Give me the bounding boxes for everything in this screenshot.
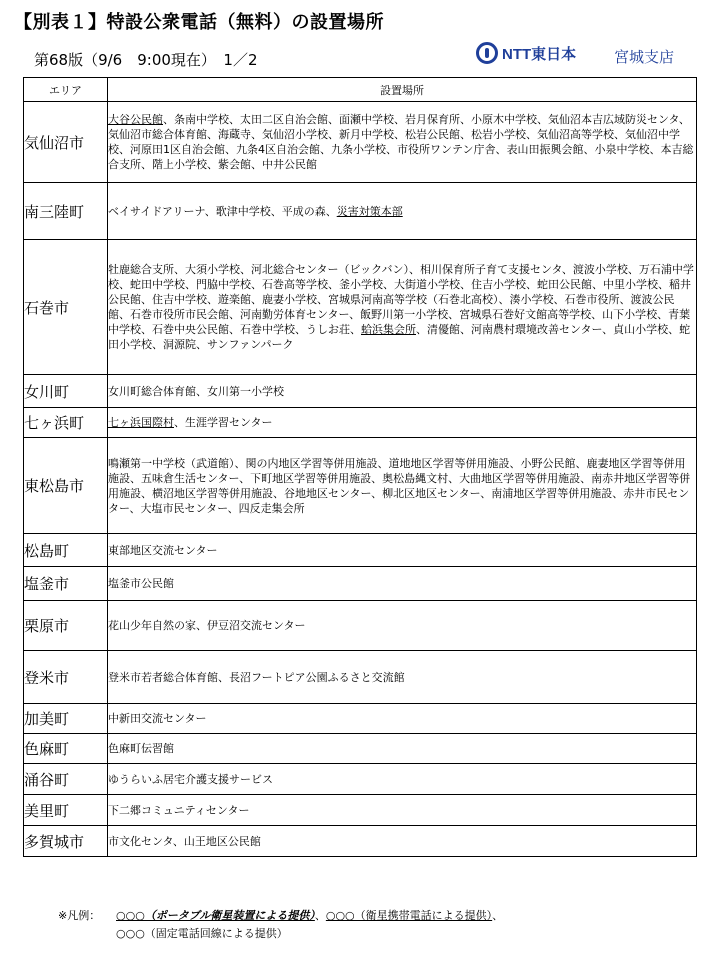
table-row (24, 438, 697, 534)
installation-locations (108, 764, 697, 795)
table-row (24, 534, 697, 567)
location-text: 女川町総合体育館、女川第一小学校 (108, 384, 284, 398)
table-row (24, 601, 697, 651)
location-text: 登米市若者総合体育館、長沼フートピア公園ふるさと交流館 (108, 670, 405, 684)
area-name: 東松島市 (24, 438, 108, 534)
area-name: 七ヶ浜町 (24, 408, 108, 438)
legend-separator: 、 (492, 909, 504, 922)
installation-locations (108, 826, 697, 857)
area-name: 女川町 (24, 375, 108, 408)
area-name: 石巻市 (24, 240, 108, 375)
legend-separator: 、 (314, 909, 326, 922)
table-row (24, 567, 697, 601)
ntt-logo-icon (476, 42, 498, 64)
area-name: 気仙沼市 (24, 102, 108, 183)
installation-locations (108, 601, 697, 651)
table-row (24, 408, 697, 438)
location-link-text: 災害対策本部 (336, 204, 403, 218)
table-row (24, 240, 697, 375)
legend-label: ※凡例： (58, 909, 101, 922)
table-body (24, 102, 697, 857)
location-text: 色麻町伝習館 (108, 742, 174, 755)
ntt-logo (476, 42, 576, 64)
legend-portable-satellite: ○○○（ポータブル衛星装置による提供） (116, 909, 315, 922)
location-text: ゆうらいふ居宅介護支援サービス (108, 772, 273, 786)
legend-satellite-phone: ○○○（衛星携帯電話による提供） (325, 909, 493, 922)
table-row (24, 795, 697, 826)
location-text: 東部地区交流センター (108, 543, 218, 557)
location-text: 市文化センタ、山王地区公民館 (108, 834, 261, 848)
table-row (24, 734, 697, 764)
column-header-location: 設置場所 (108, 78, 697, 102)
table-row (24, 102, 697, 183)
area-name: 加美町 (24, 704, 108, 734)
area-name: 登米市 (24, 651, 108, 704)
area-name: 美里町 (24, 795, 108, 826)
legend (58, 907, 503, 943)
logo-text: NTT東日本 (502, 45, 577, 63)
area-name: 色麻町 (24, 734, 108, 764)
location-text: 、条南中学校、太田二区自治会館、面瀬中学校、岩月保育所、小原木中学校、気仙沼本吉広域防災センタ、気仙沼市総合体育館、海蔵寺、気仙沼小学校、新月中学校、松岩公民館、松岩小学校、気仙沼高等学校、気仙沼中学校、河原田1区自治会館、九条4区自治会館、九条小学校、市役所ワンテン庁舎、表山田振興会館、小泉中学校、本吉総合支所、階上小学校、紫会館、中井公民館 (108, 113, 694, 171)
area-name: 塩釜市 (24, 567, 108, 601)
location-text: 下二郷コミュニティセンター (108, 803, 250, 817)
table-row (24, 704, 697, 734)
installation-locations (108, 183, 697, 240)
installation-locations (108, 375, 697, 408)
installation-locations (108, 651, 697, 704)
area-name: 多賀城市 (24, 826, 108, 857)
legend-fixed-line: ○○○（固定電話回線による提供） (116, 927, 288, 940)
edition-label: 第68版（9/6 9:00現在） 1／2 (34, 51, 258, 69)
page-title: 【別表１】特設公衆電話（無料）の設置場所 (14, 12, 384, 33)
location-text: 牡鹿総合支所、大須小学校、河北総合センター（ビックバン）、相川保育所子育て支援センタ、渡波小学校、万石浦中学校、蛇田中学校、門脇中学校、石巻高等学校、釜小学校、大街道小学校、住吉小学校、蛇田公民館、中里小学校、稲井公民館、住吉中学校、遊楽館、鹿妻小学校、宮城県河南高等学校（石巻北高校）、湊小学校、石巻市役所、渡波公民館、石巻市役所市民会館、河南勤労体育センター、飯野川第一小学校、宮城県石巻好文館高等学校、山下小学校、青葉中学校、石巻中央公民館、石巻中学校、うしお荘、 (108, 263, 694, 336)
installation-locations (108, 704, 697, 734)
location-text: 中新田交流センター (108, 712, 207, 725)
installation-locations (108, 795, 697, 826)
location-text: 塩釜市公民館 (108, 577, 174, 590)
area-name: 栗原市 (24, 601, 108, 651)
location-link-text: 七ヶ浜国際村 (108, 416, 174, 429)
location-text: ベイサイドアリーナ、歌津中学校、平成の森、 (108, 204, 337, 218)
installation-locations (108, 534, 697, 567)
branch-name: 宮城支店 (614, 48, 675, 66)
table-row (24, 651, 697, 704)
installation-locations (108, 408, 697, 438)
column-header-area: エリア (24, 78, 108, 102)
table-header-row (24, 78, 697, 102)
area-name: 松島町 (24, 534, 108, 567)
table-row (24, 375, 697, 408)
area-name: 南三陸町 (24, 183, 108, 240)
installation-locations (108, 567, 697, 601)
table-row (24, 183, 697, 240)
location-text: 花山少年自然の家、伊豆沼交流センター (108, 619, 306, 632)
installation-locations (108, 438, 697, 534)
installation-locations (108, 734, 697, 764)
location-text: 、清優館、河南農村環境改善センター、貞山小学校、蛇田小学校、洞源院、サンファンパーク (108, 323, 691, 351)
table-row (24, 826, 697, 857)
location-text: 鳴瀬第一中学校（武道館）、関の内地区学習等併用施設、道地地区学習等併用施設、小野公民館、鹿妻地区学習等併用施設、五味倉生活センター、下町地区学習等併用施設、奥松島縄文村、大曲地区学習等併用施設、南赤井地区学習等併用施設、横沼地区学習等併用施設、谷地地区センター、柳北区地区センター、南浦地区学習等併用施設、赤井市民センター、大塩市民センター、四反走集会所 (108, 456, 691, 515)
installation-table (23, 77, 697, 857)
installation-locations (108, 240, 697, 375)
area-name: 涌谷町 (24, 764, 108, 795)
location-text: 、生涯学習センター (174, 416, 273, 429)
location-link-text: 蛤浜集会所 (361, 323, 416, 336)
table-row (24, 764, 697, 795)
location-link-text: 大谷公民館 (108, 113, 163, 126)
installation-locations (108, 102, 697, 183)
